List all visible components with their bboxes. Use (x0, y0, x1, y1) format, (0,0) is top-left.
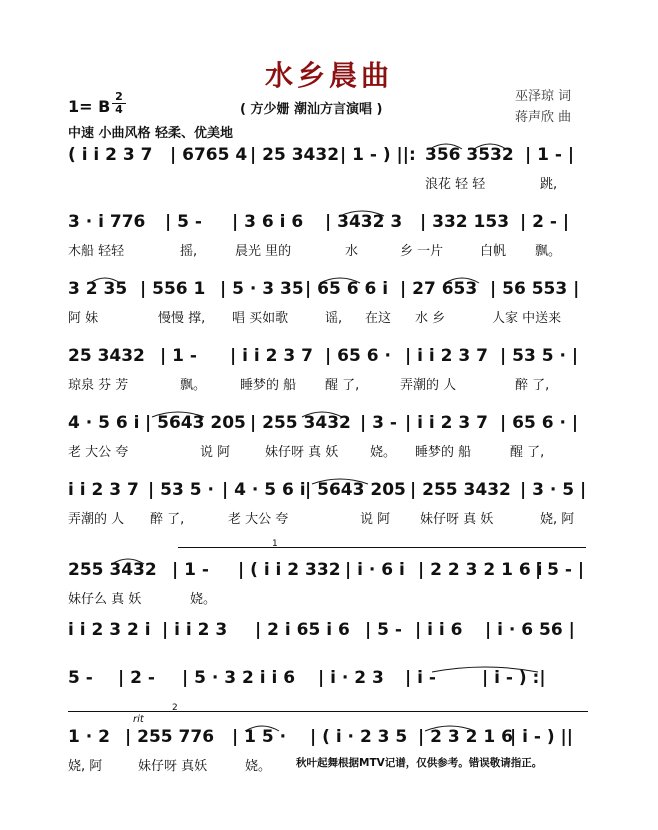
measure: | i · 2 3 (318, 668, 384, 688)
lyric: 飘。 (180, 378, 207, 393)
measure: 25 3432 (68, 346, 145, 366)
time-signature-bottom: 4 (115, 103, 123, 116)
volta-label-2: 2 (172, 703, 178, 713)
measure: | 1 - | (525, 145, 575, 165)
slur (90, 278, 120, 283)
measure: | 65 6 6 i (305, 279, 389, 299)
lyric: 醒 了, (510, 445, 545, 460)
measure: | 2 3 2 1 6 (418, 727, 513, 747)
measure: | 2 i 65 i 6 (255, 620, 350, 640)
slur (302, 412, 342, 417)
measure: | 255 3432 (250, 413, 351, 433)
lyric: 睡梦的 船 (415, 445, 472, 460)
key-signature: 1= B (68, 97, 111, 116)
lyric: 琼泉 芬 芳 (68, 378, 129, 393)
lyric: 娆。 (370, 445, 397, 460)
measure: | 6765 4 (170, 145, 248, 165)
measure: | i i 2 3 7 (230, 346, 313, 366)
lyric: 娆。 (245, 759, 272, 774)
lyric: 谣, (325, 311, 343, 326)
measure: 3 · i 776 (68, 212, 146, 232)
measure: | i - ) || (510, 727, 573, 747)
measure: i i 2 3 7 (68, 480, 139, 500)
measure: | i i 6 (415, 620, 463, 640)
slur (312, 479, 368, 484)
lyric: 慢慢 撑, (158, 311, 206, 326)
singer-note: ( 方少姗 潮汕方言演唱 ) (240, 102, 383, 117)
lyric: 乡 一片 (400, 244, 444, 259)
measure: | 56 553 | (490, 279, 580, 299)
measure: | i - (405, 668, 436, 688)
measure: | ( i · 2 3 5 (310, 727, 408, 747)
measure: | 332 153 (420, 212, 510, 232)
measure: | 3432 3 (325, 212, 403, 232)
measure: | 2 - (118, 668, 155, 688)
measure: | 5 - | (535, 560, 585, 580)
measure: i i 2 3 2 i (68, 620, 151, 640)
lyric: 妹仔么 真 妖 (68, 592, 142, 607)
measure: | 255 3432 (410, 480, 511, 500)
lyric: 老 大公 夸 (68, 445, 129, 460)
measure: | 1 5 · (232, 727, 287, 747)
lyric: 说 阿 (360, 512, 391, 527)
slur (340, 211, 384, 216)
lyric: 娆, 阿 (68, 759, 103, 774)
measure: | 3 6 i 6 (232, 212, 304, 232)
lyric: 飘。 (535, 244, 562, 259)
measure: | 3 - (360, 413, 397, 433)
transcription-note: 秋叶起舞根据MTV记谱，仅供参考。错误敬请指正。 (296, 757, 543, 769)
measure: | 53 5 · | (500, 346, 579, 366)
measure: | 5 · 3 35 (220, 279, 304, 299)
slur (112, 559, 144, 564)
slur (432, 667, 538, 672)
slur (445, 278, 479, 283)
slur (474, 144, 506, 149)
measure: 255 3432 (68, 560, 157, 580)
lyric: 木船 轻轻 (68, 244, 125, 259)
measure: | 5643 205 (305, 480, 406, 500)
measure: | 65 6 · (325, 346, 391, 366)
slur (430, 144, 462, 149)
lyric: 说 阿 (200, 445, 231, 460)
lyric: 老 大公 夸 (228, 512, 289, 527)
measure: | i i 2 3 (162, 620, 228, 640)
measure: | ( i i 2 332 (238, 560, 341, 580)
measure: | 1 - (172, 560, 209, 580)
lyric: 妹仔呀 真 妖 (420, 512, 494, 527)
composer-credit: 蒋声欣 曲 (515, 110, 572, 125)
lyric: 弄潮的 人 (400, 378, 457, 393)
lyric: 跳, (540, 177, 558, 192)
measure: 3 2 35 (68, 279, 128, 299)
lyric: 醉 了, (150, 512, 185, 527)
measure: 356 3532 (425, 145, 514, 165)
lyric: 人家 中送来 (492, 311, 562, 326)
measure: 1 · 2 (68, 727, 110, 747)
slur (425, 726, 475, 731)
measure: | i i 2 3 7 (405, 346, 488, 366)
song-title: 水乡晨曲 (264, 59, 393, 92)
measure: | 556 1 (140, 279, 206, 299)
time-signature-top: 2 (112, 91, 126, 104)
lyric: 唱 买如歌 (232, 311, 289, 326)
measure: | i · 6 i (345, 560, 405, 580)
measure: | 255 776 (125, 727, 215, 747)
measure: ( i i 2 3 7 (68, 145, 153, 165)
measure: 5 - (68, 668, 93, 688)
measure: | 5 · 3 2 i i 6 (182, 668, 296, 688)
measure: | 1 - (160, 346, 197, 366)
tempo-marking: 中速 小曲风格 轻柔、优美地 (68, 126, 234, 141)
lyric: 娆, 阿 (540, 512, 575, 527)
measure: | 4 · 5 6 i (222, 480, 306, 500)
lyric: 浪花 轻 轻 (425, 177, 486, 192)
lyric: 在这 (365, 311, 392, 326)
measure: | i · 6 56 | (485, 620, 575, 640)
lyric: 阿 妹 (68, 311, 99, 326)
lyric: 晨光 里的 (235, 244, 292, 259)
slur (320, 278, 360, 283)
measure: | 65 6 · | (500, 413, 579, 433)
measure: | 25 3432 (250, 145, 340, 165)
lyric: 妹仔呀 真妖 (138, 759, 208, 774)
lyric: 白帆 (480, 244, 507, 259)
lyric: 醉 了, (515, 378, 550, 393)
lyric: 弄潮的 人 (68, 512, 125, 527)
measure: | 2 - | (520, 212, 570, 232)
measure: | 2 2 3 2 1 6 i (418, 560, 543, 580)
lyric: 水 (345, 244, 359, 259)
slur (152, 412, 204, 417)
measure: | 5 - (365, 620, 402, 640)
measure: | 53 5 · (148, 480, 214, 500)
ritardando-mark: rit (133, 714, 144, 725)
lyric: 摇, (180, 244, 198, 259)
lyricist-credit: 巫泽琼 词 (515, 89, 572, 104)
measure: | i - ) :| (482, 668, 546, 688)
measure: | 3 · 5 | (520, 480, 587, 500)
volta-label-1: 1 (272, 539, 278, 549)
lyric: 睡梦的 船 (240, 378, 297, 393)
measure: | 27 653 (400, 279, 478, 299)
lyric: 娆。 (190, 592, 217, 607)
lyric: 醒 了, (325, 378, 360, 393)
measure: | 5 - (165, 212, 202, 232)
measure: | 1 - ) ||: (340, 145, 416, 165)
measure: | i i 2 3 7 (405, 413, 488, 433)
measure: 4 · 5 6 i (68, 413, 140, 433)
lyric: 妹仔呀 真 妖 (265, 445, 339, 460)
slur (245, 726, 279, 731)
measure: | 5643 205 (145, 413, 246, 433)
lyric: 水 乡 (415, 311, 446, 326)
